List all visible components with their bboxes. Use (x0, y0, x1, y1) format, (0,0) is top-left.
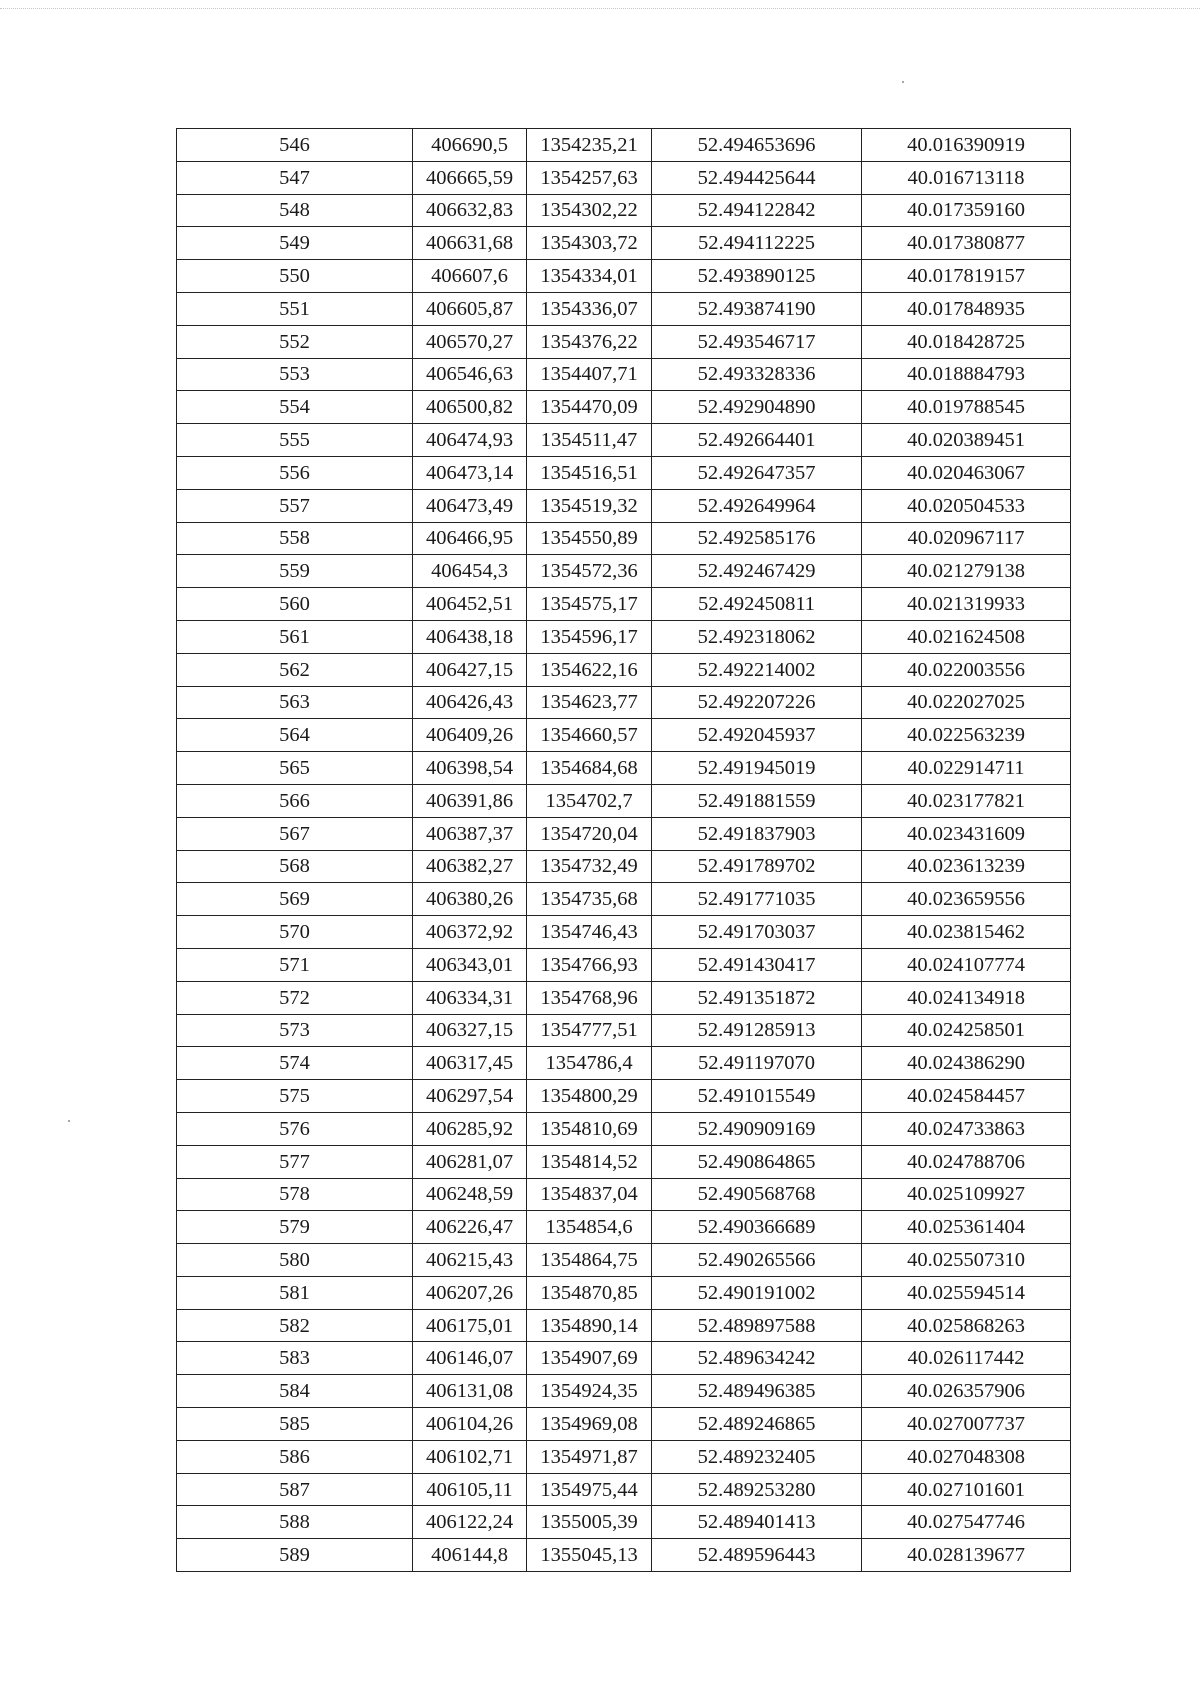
point-number-cell: 575 (177, 1080, 413, 1113)
longitude-cell: 40.028139677 (862, 1539, 1071, 1572)
latitude-cell: 52.491881559 (652, 784, 862, 817)
latitude-cell: 52.492045937 (652, 719, 862, 752)
y-coordinate-cell: 1354971,87 (527, 1440, 652, 1473)
scan-speck (68, 1120, 70, 1122)
table-row (177, 1342, 1071, 1375)
latitude-cell: 52.490568768 (652, 1178, 862, 1211)
latitude-cell: 52.493890125 (652, 260, 862, 293)
latitude-cell: 52.489634242 (652, 1342, 862, 1375)
longitude-cell: 40.027007737 (862, 1408, 1071, 1441)
latitude-cell: 52.490191002 (652, 1276, 862, 1309)
y-coordinate-cell: 1354511,47 (527, 424, 652, 457)
y-coordinate-cell: 1354777,51 (527, 1014, 652, 1047)
y-coordinate-cell: 1354786,4 (527, 1047, 652, 1080)
x-coordinate-cell: 406546,63 (413, 358, 527, 391)
latitude-cell: 52.494112225 (652, 227, 862, 260)
point-number-cell: 580 (177, 1244, 413, 1277)
latitude-cell: 52.493874190 (652, 292, 862, 325)
latitude-cell: 52.490366689 (652, 1211, 862, 1244)
y-coordinate-cell: 1354800,29 (527, 1080, 652, 1113)
table-row (177, 784, 1071, 817)
latitude-cell: 52.494122842 (652, 194, 862, 227)
point-number-cell: 556 (177, 456, 413, 489)
table-row (177, 456, 1071, 489)
x-coordinate-cell: 406690,5 (413, 129, 527, 162)
coordinates-table-body (177, 129, 1071, 1572)
table-row (177, 1440, 1071, 1473)
table-row (177, 555, 1071, 588)
point-number-cell: 551 (177, 292, 413, 325)
x-coordinate-cell: 406391,86 (413, 784, 527, 817)
x-coordinate-cell: 406146,07 (413, 1342, 527, 1375)
point-number-cell: 577 (177, 1145, 413, 1178)
x-coordinate-cell: 406427,15 (413, 653, 527, 686)
y-coordinate-cell: 1354969,08 (527, 1408, 652, 1441)
longitude-cell: 40.024134918 (862, 981, 1071, 1014)
latitude-cell: 52.491945019 (652, 752, 862, 785)
x-coordinate-cell: 406607,6 (413, 260, 527, 293)
y-coordinate-cell: 1354766,93 (527, 948, 652, 981)
x-coordinate-cell: 406281,07 (413, 1145, 527, 1178)
latitude-cell: 52.492450811 (652, 588, 862, 621)
point-number-cell: 554 (177, 391, 413, 424)
x-coordinate-cell: 406102,71 (413, 1440, 527, 1473)
point-number-cell: 581 (177, 1276, 413, 1309)
table-row (177, 1506, 1071, 1539)
y-coordinate-cell: 1354890,14 (527, 1309, 652, 1342)
x-coordinate-cell: 406605,87 (413, 292, 527, 325)
y-coordinate-cell: 1354975,44 (527, 1473, 652, 1506)
longitude-cell: 40.017819157 (862, 260, 1071, 293)
latitude-cell: 52.491197070 (652, 1047, 862, 1080)
point-number-cell: 570 (177, 916, 413, 949)
y-coordinate-cell: 1354660,57 (527, 719, 652, 752)
point-number-cell: 587 (177, 1473, 413, 1506)
point-number-cell: 560 (177, 588, 413, 621)
point-number-cell: 578 (177, 1178, 413, 1211)
table-row (177, 1539, 1071, 1572)
latitude-cell: 52.493328336 (652, 358, 862, 391)
point-number-cell: 567 (177, 817, 413, 850)
longitude-cell: 40.027101601 (862, 1473, 1071, 1506)
y-coordinate-cell: 1354732,49 (527, 850, 652, 883)
x-coordinate-cell: 406343,01 (413, 948, 527, 981)
longitude-cell: 40.017359160 (862, 194, 1071, 227)
x-coordinate-cell: 406570,27 (413, 325, 527, 358)
longitude-cell: 40.022914711 (862, 752, 1071, 785)
table-row (177, 653, 1071, 686)
longitude-cell: 40.018428725 (862, 325, 1071, 358)
scan-edge-line (0, 8, 1200, 9)
x-coordinate-cell: 406473,14 (413, 456, 527, 489)
y-coordinate-cell: 1354516,51 (527, 456, 652, 489)
point-number-cell: 572 (177, 981, 413, 1014)
table-row (177, 686, 1071, 719)
y-coordinate-cell: 1354623,77 (527, 686, 652, 719)
x-coordinate-cell: 406327,15 (413, 1014, 527, 1047)
y-coordinate-cell: 1354235,21 (527, 129, 652, 162)
latitude-cell: 52.489897588 (652, 1309, 862, 1342)
latitude-cell: 52.491789702 (652, 850, 862, 883)
table-row (177, 1112, 1071, 1145)
latitude-cell: 52.494653696 (652, 129, 862, 162)
point-number-cell: 586 (177, 1440, 413, 1473)
x-coordinate-cell: 406454,3 (413, 555, 527, 588)
y-coordinate-cell: 1354810,69 (527, 1112, 652, 1145)
x-coordinate-cell: 406317,45 (413, 1047, 527, 1080)
point-number-cell: 547 (177, 161, 413, 194)
y-coordinate-cell: 1354814,52 (527, 1145, 652, 1178)
point-number-cell: 559 (177, 555, 413, 588)
longitude-cell: 40.021319933 (862, 588, 1071, 621)
longitude-cell: 40.025507310 (862, 1244, 1071, 1277)
table-row (177, 358, 1071, 391)
x-coordinate-cell: 406144,8 (413, 1539, 527, 1572)
y-coordinate-cell: 1354768,96 (527, 981, 652, 1014)
table-row (177, 948, 1071, 981)
longitude-cell: 40.020967117 (862, 522, 1071, 555)
table-row (177, 129, 1071, 162)
latitude-cell: 52.489246865 (652, 1408, 862, 1441)
table-row (177, 1047, 1071, 1080)
latitude-cell: 52.491771035 (652, 883, 862, 916)
y-coordinate-cell: 1355005,39 (527, 1506, 652, 1539)
longitude-cell: 40.022003556 (862, 653, 1071, 686)
latitude-cell: 52.492585176 (652, 522, 862, 555)
x-coordinate-cell: 406387,37 (413, 817, 527, 850)
longitude-cell: 40.026117442 (862, 1342, 1071, 1375)
table-row (177, 325, 1071, 358)
coordinates-table (176, 128, 1071, 1572)
latitude-cell: 52.489496385 (652, 1375, 862, 1408)
longitude-cell: 40.020389451 (862, 424, 1071, 457)
y-coordinate-cell: 1354907,69 (527, 1342, 652, 1375)
table-row (177, 161, 1071, 194)
x-coordinate-cell: 406398,54 (413, 752, 527, 785)
x-coordinate-cell: 406372,92 (413, 916, 527, 949)
y-coordinate-cell: 1354837,04 (527, 1178, 652, 1211)
y-coordinate-cell: 1354924,35 (527, 1375, 652, 1408)
longitude-cell: 40.025594514 (862, 1276, 1071, 1309)
longitude-cell: 40.025361404 (862, 1211, 1071, 1244)
table-row (177, 227, 1071, 260)
table-row (177, 883, 1071, 916)
table-row (177, 194, 1071, 227)
longitude-cell: 40.021624508 (862, 620, 1071, 653)
point-number-cell: 563 (177, 686, 413, 719)
latitude-cell: 52.491703037 (652, 916, 862, 949)
latitude-cell: 52.492664401 (652, 424, 862, 457)
point-number-cell: 589 (177, 1539, 413, 1572)
x-coordinate-cell: 406122,24 (413, 1506, 527, 1539)
point-number-cell: 583 (177, 1342, 413, 1375)
x-coordinate-cell: 406382,27 (413, 850, 527, 883)
x-coordinate-cell: 406409,26 (413, 719, 527, 752)
latitude-cell: 52.489232405 (652, 1440, 862, 1473)
point-number-cell: 576 (177, 1112, 413, 1145)
y-coordinate-cell: 1354622,16 (527, 653, 652, 686)
table-row (177, 1408, 1071, 1441)
longitude-cell: 40.026357906 (862, 1375, 1071, 1408)
x-coordinate-cell: 406175,01 (413, 1309, 527, 1342)
point-number-cell: 561 (177, 620, 413, 653)
latitude-cell: 52.493546717 (652, 325, 862, 358)
point-number-cell: 585 (177, 1408, 413, 1441)
longitude-cell: 40.021279138 (862, 555, 1071, 588)
point-number-cell: 550 (177, 260, 413, 293)
point-number-cell: 552 (177, 325, 413, 358)
point-number-cell: 548 (177, 194, 413, 227)
y-coordinate-cell: 1354334,01 (527, 260, 652, 293)
table-row (177, 1080, 1071, 1113)
x-coordinate-cell: 406438,18 (413, 620, 527, 653)
point-number-cell: 569 (177, 883, 413, 916)
table-row (177, 620, 1071, 653)
point-number-cell: 568 (177, 850, 413, 883)
x-coordinate-cell: 406473,49 (413, 489, 527, 522)
latitude-cell: 52.492647357 (652, 456, 862, 489)
point-number-cell: 566 (177, 784, 413, 817)
longitude-cell: 40.027547746 (862, 1506, 1071, 1539)
table-row (177, 1244, 1071, 1277)
y-coordinate-cell: 1354684,68 (527, 752, 652, 785)
point-number-cell: 565 (177, 752, 413, 785)
x-coordinate-cell: 406297,54 (413, 1080, 527, 1113)
longitude-cell: 40.023815462 (862, 916, 1071, 949)
latitude-cell: 52.491837903 (652, 817, 862, 850)
table-row (177, 719, 1071, 752)
longitude-cell: 40.016713118 (862, 161, 1071, 194)
point-number-cell: 579 (177, 1211, 413, 1244)
latitude-cell: 52.492649964 (652, 489, 862, 522)
y-coordinate-cell: 1354336,07 (527, 292, 652, 325)
table-row (177, 1276, 1071, 1309)
longitude-cell: 40.017848935 (862, 292, 1071, 325)
point-number-cell: 558 (177, 522, 413, 555)
longitude-cell: 40.023659556 (862, 883, 1071, 916)
table-row (177, 1178, 1071, 1211)
x-coordinate-cell: 406631,68 (413, 227, 527, 260)
x-coordinate-cell: 406215,43 (413, 1244, 527, 1277)
latitude-cell: 52.492214002 (652, 653, 862, 686)
latitude-cell: 52.490265566 (652, 1244, 862, 1277)
point-number-cell: 549 (177, 227, 413, 260)
table-row (177, 752, 1071, 785)
y-coordinate-cell: 1354870,85 (527, 1276, 652, 1309)
latitude-cell: 52.489596443 (652, 1539, 862, 1572)
longitude-cell: 40.016390919 (862, 129, 1071, 162)
x-coordinate-cell: 406104,26 (413, 1408, 527, 1441)
table-row (177, 916, 1071, 949)
longitude-cell: 40.024733863 (862, 1112, 1071, 1145)
longitude-cell: 40.025868263 (862, 1309, 1071, 1342)
table-row (177, 850, 1071, 883)
latitude-cell: 52.492467429 (652, 555, 862, 588)
point-number-cell: 562 (177, 653, 413, 686)
longitude-cell: 40.023431609 (862, 817, 1071, 850)
y-coordinate-cell: 1355045,13 (527, 1539, 652, 1572)
longitude-cell: 40.020463067 (862, 456, 1071, 489)
table-row (177, 1145, 1071, 1178)
longitude-cell: 40.020504533 (862, 489, 1071, 522)
latitude-cell: 52.491351872 (652, 981, 862, 1014)
table-row (177, 292, 1071, 325)
longitude-cell: 40.023613239 (862, 850, 1071, 883)
point-number-cell: 584 (177, 1375, 413, 1408)
table-row (177, 1014, 1071, 1047)
latitude-cell: 52.492318062 (652, 620, 862, 653)
latitude-cell: 52.490864865 (652, 1145, 862, 1178)
table-row (177, 1375, 1071, 1408)
longitude-cell: 40.024107774 (862, 948, 1071, 981)
x-coordinate-cell: 406665,59 (413, 161, 527, 194)
x-coordinate-cell: 406466,95 (413, 522, 527, 555)
table-row (177, 1211, 1071, 1244)
point-number-cell: 573 (177, 1014, 413, 1047)
y-coordinate-cell: 1354257,63 (527, 161, 652, 194)
point-number-cell: 582 (177, 1309, 413, 1342)
longitude-cell: 40.022563239 (862, 719, 1071, 752)
longitude-cell: 40.024584457 (862, 1080, 1071, 1113)
y-coordinate-cell: 1354746,43 (527, 916, 652, 949)
y-coordinate-cell: 1354575,17 (527, 588, 652, 621)
x-coordinate-cell: 406207,26 (413, 1276, 527, 1309)
table-row (177, 424, 1071, 457)
longitude-cell: 40.017380877 (862, 227, 1071, 260)
point-number-cell: 588 (177, 1506, 413, 1539)
x-coordinate-cell: 406474,93 (413, 424, 527, 457)
y-coordinate-cell: 1354702,7 (527, 784, 652, 817)
table-row (177, 391, 1071, 424)
point-number-cell: 553 (177, 358, 413, 391)
x-coordinate-cell: 406380,26 (413, 883, 527, 916)
latitude-cell: 52.491015549 (652, 1080, 862, 1113)
table-row (177, 489, 1071, 522)
latitude-cell: 52.491430417 (652, 948, 862, 981)
latitude-cell: 52.489253280 (652, 1473, 862, 1506)
longitude-cell: 40.027048308 (862, 1440, 1071, 1473)
y-coordinate-cell: 1354864,75 (527, 1244, 652, 1277)
latitude-cell: 52.491285913 (652, 1014, 862, 1047)
latitude-cell: 52.492207226 (652, 686, 862, 719)
longitude-cell: 40.022027025 (862, 686, 1071, 719)
latitude-cell: 52.494425644 (652, 161, 862, 194)
x-coordinate-cell: 406131,08 (413, 1375, 527, 1408)
y-coordinate-cell: 1354470,09 (527, 391, 652, 424)
y-coordinate-cell: 1354302,22 (527, 194, 652, 227)
y-coordinate-cell: 1354550,89 (527, 522, 652, 555)
y-coordinate-cell: 1354854,6 (527, 1211, 652, 1244)
longitude-cell: 40.023177821 (862, 784, 1071, 817)
x-coordinate-cell: 406285,92 (413, 1112, 527, 1145)
x-coordinate-cell: 406500,82 (413, 391, 527, 424)
x-coordinate-cell: 406248,59 (413, 1178, 527, 1211)
y-coordinate-cell: 1354735,68 (527, 883, 652, 916)
latitude-cell: 52.489401413 (652, 1506, 862, 1539)
scan-speck (902, 81, 904, 83)
y-coordinate-cell: 1354596,17 (527, 620, 652, 653)
table-row (177, 522, 1071, 555)
longitude-cell: 40.025109927 (862, 1178, 1071, 1211)
latitude-cell: 52.490909169 (652, 1112, 862, 1145)
point-number-cell: 557 (177, 489, 413, 522)
y-coordinate-cell: 1354303,72 (527, 227, 652, 260)
point-number-cell: 564 (177, 719, 413, 752)
x-coordinate-cell: 406452,51 (413, 588, 527, 621)
longitude-cell: 40.024788706 (862, 1145, 1071, 1178)
table-row (177, 1473, 1071, 1506)
table-row (177, 260, 1071, 293)
y-coordinate-cell: 1354720,04 (527, 817, 652, 850)
latitude-cell: 52.492904890 (652, 391, 862, 424)
table-row (177, 1309, 1071, 1342)
longitude-cell: 40.024386290 (862, 1047, 1071, 1080)
table-row (177, 817, 1071, 850)
x-coordinate-cell: 406632,83 (413, 194, 527, 227)
x-coordinate-cell: 406334,31 (413, 981, 527, 1014)
y-coordinate-cell: 1354376,22 (527, 325, 652, 358)
point-number-cell: 574 (177, 1047, 413, 1080)
longitude-cell: 40.019788545 (862, 391, 1071, 424)
y-coordinate-cell: 1354407,71 (527, 358, 652, 391)
x-coordinate-cell: 406426,43 (413, 686, 527, 719)
point-number-cell: 571 (177, 948, 413, 981)
longitude-cell: 40.024258501 (862, 1014, 1071, 1047)
point-number-cell: 546 (177, 129, 413, 162)
y-coordinate-cell: 1354572,36 (527, 555, 652, 588)
y-coordinate-cell: 1354519,32 (527, 489, 652, 522)
longitude-cell: 40.018884793 (862, 358, 1071, 391)
point-number-cell: 555 (177, 424, 413, 457)
x-coordinate-cell: 406105,11 (413, 1473, 527, 1506)
table-row (177, 981, 1071, 1014)
table-row (177, 588, 1071, 621)
x-coordinate-cell: 406226,47 (413, 1211, 527, 1244)
